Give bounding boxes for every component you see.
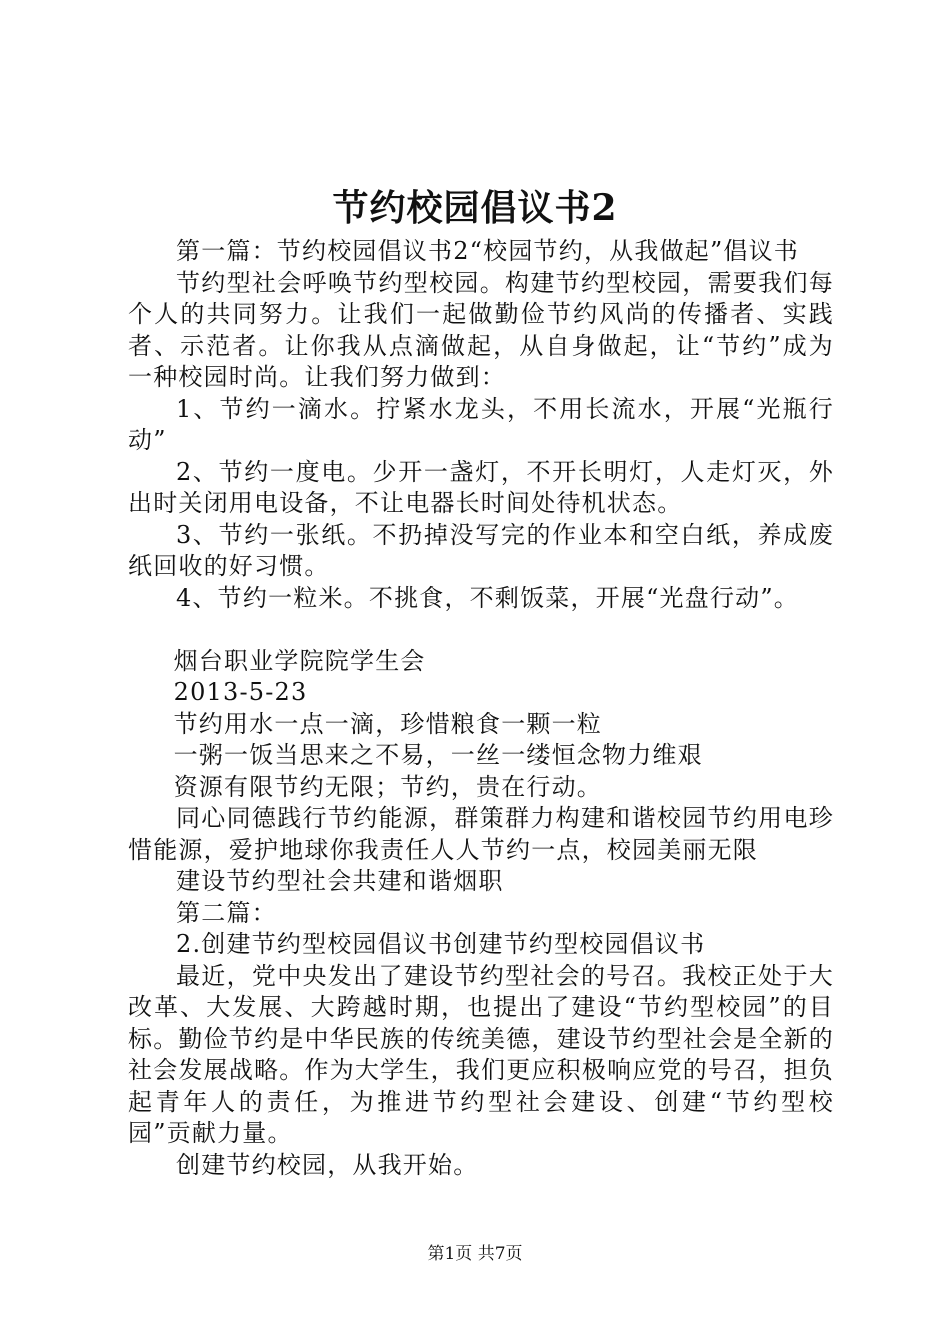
slogan-3: 资源有限节约无限；节约，贵在行动。: [173, 772, 602, 801]
paragraph-item-1: 1、节约一滴水。拧紧水龙头，不用长流水，开展“光瓶行动”: [128, 394, 834, 454]
part2-paragraph-2: 创建节约校园，从我开始。: [176, 1150, 479, 1179]
paragraph-item-3: 3、节约一张纸。不扔掉没写完的作业本和空白纸，养成废纸回收的好习惯。: [128, 520, 834, 580]
part1-heading: 第一篇：节约校园倡议书2“校园节约，从我做起”倡议书: [176, 237, 800, 265]
paragraph-item-2: 2、节约一度电。少开一盏灯，不开长明灯，人走灯灭，外出时关闭用电设备，不让电器长时间处待机状态。: [128, 457, 834, 517]
page-footer: 第1页 共7页: [427, 1244, 523, 1264]
part2-subtitle: 2.创建节约型校园倡议书创建节约型校园倡议书: [176, 930, 706, 958]
slogan-2: 一粥一饭当思来之不易，一丝一缕恒念物力维艰: [173, 741, 703, 769]
blank-line: [128, 614, 834, 646]
slogan-5: 建设节约型社会共建和谐烟职: [176, 867, 504, 895]
document-title: 节约校园倡议书2: [332, 187, 618, 229]
slogan-1: 节约用水一点一滴，珍惜粮食一颗一粒: [173, 709, 602, 738]
paragraph-item-4: 4、节约一粒米。不挑食，不剩饭菜，开展“光盘行动”。: [176, 583, 800, 612]
signature-org: 烟台职业学院院学生会: [173, 646, 426, 675]
slogan-4: 同心同德践行节约能源，群策群力构建和谐校园节约用电珍惜能源，爱护地球你我责任人人节约一点，校园美丽无限: [128, 804, 834, 864]
paragraph-intro: 节约型社会呼唤节约型校园。构建节约型校园，需要我们每个人的共同努力。让我们一起做勤俭节约风尚的传播者、实践者、示范者。让你我从点滴做起，从自身做起，让“节约”成为一种校园时尚。让我们努力做到：: [128, 268, 834, 391]
part2-heading: 第二篇：: [176, 898, 277, 927]
document-body: [128, 236, 834, 1181]
signature-date: 2013-5-23: [173, 678, 308, 706]
part2-paragraph-1: 最近，党中央发出了建设节约型社会的号召。我校正处于大改革、大发展、大跨越时期，也提出了建设“节约型校园”的目标。勤俭节约是中华民族的传统美德，建设节约型社会是全新的社会发展战略。作为大学生，我们更应积极响应党的号召，担负起青年人的责任，为推进节约型社会建设、创建“节约型校园”贡献力量。: [128, 961, 834, 1147]
